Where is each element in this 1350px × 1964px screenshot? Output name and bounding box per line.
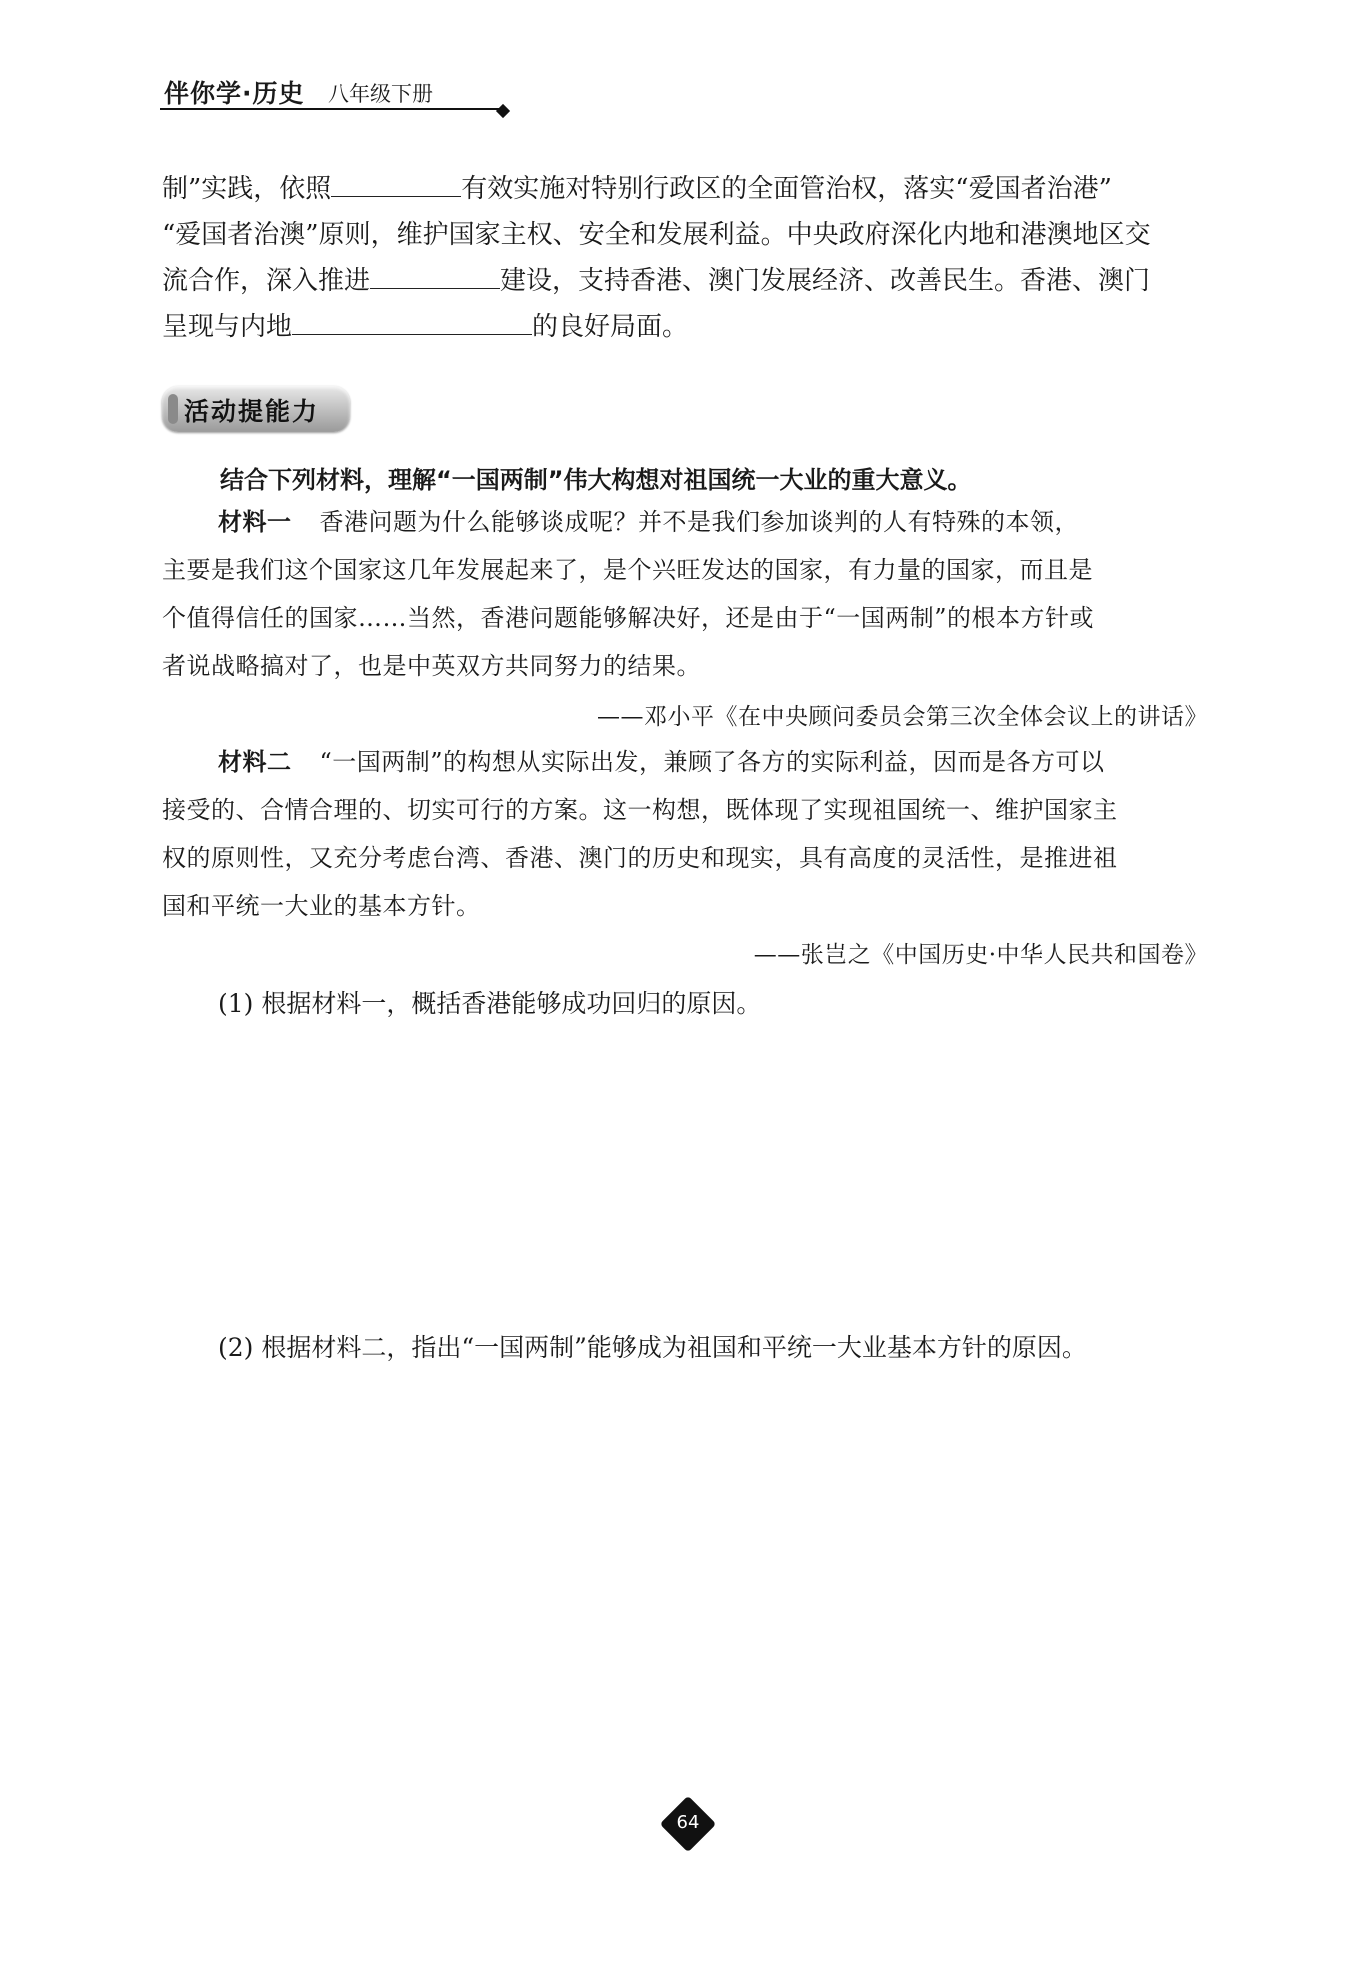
material-line: 国和平统一大业的基本方针。 (162, 892, 481, 920)
material-text: 香港问题为什么能够谈成呢？并不是我们参加谈判的人有特殊的本领， (319, 508, 1079, 536)
material-text: “一国两制”的构想从实际出发，兼顾了各方的实际利益，因而是各方可以 (319, 748, 1105, 776)
section-title: 活动提能力 (184, 397, 320, 426)
material-label: 材料二 (218, 748, 292, 776)
intro-line (162, 304, 1212, 350)
page-number: 64 (676, 1812, 700, 1833)
intro-line (162, 212, 1212, 258)
intro-text: 制”实践，依照 (162, 174, 332, 204)
intro-line (162, 258, 1212, 304)
task-instruction: 结合下列材料，理解“一国两制”伟大构想对祖国统一大业的重大意义。 (220, 466, 972, 494)
header-rule (160, 108, 500, 110)
material-source: ——邓小平《在中央顾问委员会第三次全体会议上的讲话》 (597, 704, 1208, 730)
question-1: (1) 根据材料一，概括香港能够成功回归的原因。 (218, 989, 762, 1018)
page-number-badge (664, 1800, 712, 1848)
page-header (160, 74, 500, 108)
material-label: 材料一 (218, 508, 292, 536)
material-line: 接受的、合情合理的、切实可行的方案。这一构想，既体现了实现祖国统一、维护国家主 (162, 796, 1118, 824)
intro-text: 流合作，深入推进 (162, 266, 371, 296)
question-2: (2) 根据材料二，指出“一国两制”能够成为祖国和平统一大业基本方针的原因。 (218, 1333, 1087, 1362)
intro-paragraph (162, 166, 1212, 350)
intro-text: 有效实施对特别行政区的全面管治权，落实“爱国者治港” (461, 174, 1112, 204)
material-source: ——张岂之《中国历史·中华人民共和国卷》 (753, 942, 1208, 968)
badge-tab-icon (168, 394, 178, 424)
material-line (162, 498, 1212, 546)
intro-line (162, 166, 1212, 212)
fill-blank-3[interactable] (292, 304, 532, 335)
material-2 (162, 738, 1212, 930)
material-line (162, 738, 1212, 786)
material-line: 主要是我们这个国家这几年发展起来了，是个兴旺发达的国家，有力量的国家，而且是 (162, 556, 1093, 584)
intro-text: 呈现与内地 (162, 312, 293, 342)
book-brand: 伴你学·历史 (164, 79, 305, 108)
material-1 (162, 498, 1212, 690)
fill-blank-1[interactable] (331, 166, 461, 197)
intro-text: “爱国者治澳”原则，维护国家主权、安全和发展利益。中央政府深化内地和港澳地区交 (162, 220, 1151, 250)
material-line: 权的原则性，又充分考虑台湾、香港、澳门的历史和现实，具有高度的灵活性，是推进祖 (162, 844, 1118, 872)
intro-text: 建设，支持香港、澳门发展经济、改善民生。香港、澳门 (500, 266, 1151, 296)
header-diamond-icon (496, 104, 510, 118)
fill-blank-2[interactable] (370, 258, 500, 289)
section-badge (162, 386, 350, 432)
material-line: 者说战略搞对了，也是中英双方共同努力的结果。 (162, 652, 701, 680)
book-grade: 八年级下册 (328, 82, 433, 106)
material-line: 个值得信任的国家……当然，香港问题能够解决好，还是由于“一国两制”的根本方针或 (162, 604, 1095, 632)
intro-text: 的良好局面。 (532, 312, 689, 342)
